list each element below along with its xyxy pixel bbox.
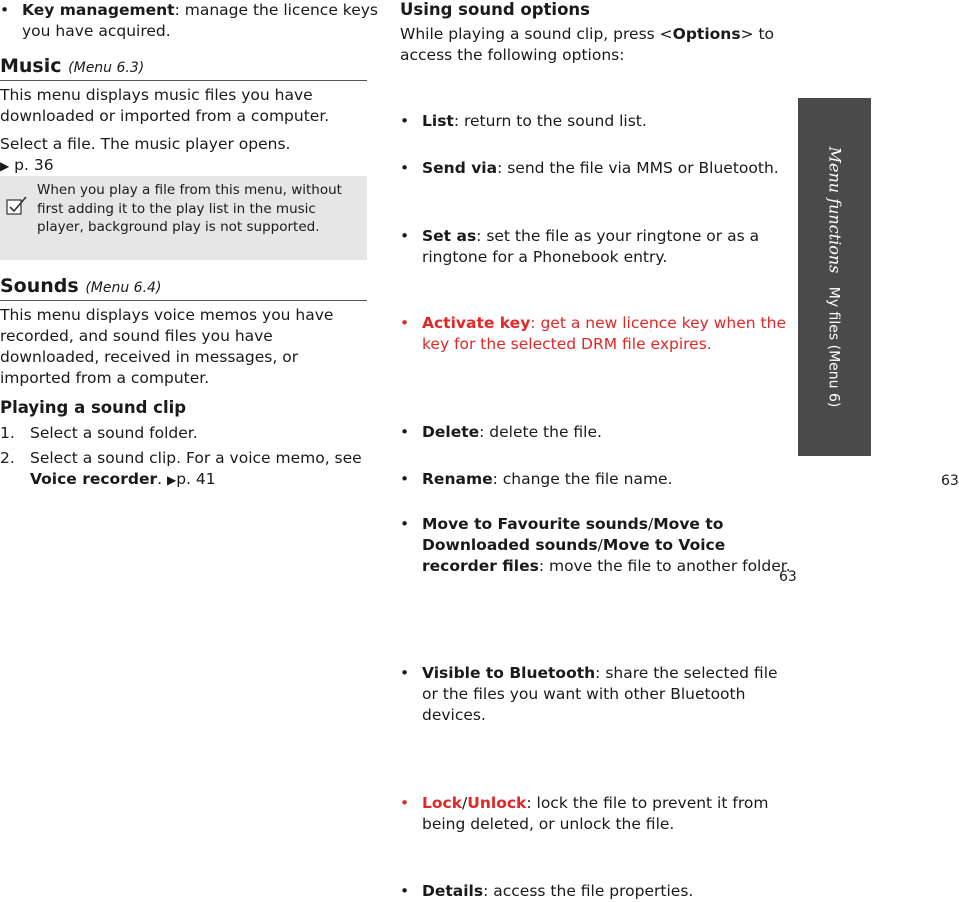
sounds-heading: Sounds (Menu 6.4): [0, 275, 162, 297]
option-activate-key: • Activate key: get a new licence key when the key for the selected DRM file expires.: [400, 314, 786, 353]
option-rename: • Rename: change the file name.: [400, 470, 673, 488]
sounds-divider: [0, 300, 367, 301]
step-2: 2. Select a sound clip. For a voice memo, see Voice recorder. ▶p. 41: [0, 449, 362, 488]
option-set-as: • Set as: set the file as your ringtone or as a ringtone for a Phonebook entry.: [400, 227, 760, 266]
sound-options-intro: While playing a sound clip, press <Options> to access the following options:: [400, 25, 775, 64]
key-management-desc: : manage the licence keys you have acquired.: [22, 1, 379, 40]
note-check-icon: [6, 196, 28, 216]
sounds-description: This menu displays voice memos you have recorded, and sound files you have downloaded, received in messages, or imported from a computer.: [0, 306, 334, 387]
chapter-sidebar: [798, 98, 871, 456]
option-list: • List: return to the sound list.: [400, 112, 647, 130]
music-page-ref: p. 36: [14, 156, 54, 174]
option-details: • Details: access the file properties.: [400, 882, 694, 900]
page-number-side: 63: [941, 473, 959, 489]
music-menu-number: (Menu 6.3): [68, 60, 145, 76]
music-divider: [0, 80, 367, 81]
music-heading: Music (Menu 6.3): [0, 55, 145, 77]
key-management-item: • Key management: manage the licence keys you have acquired.: [0, 1, 379, 40]
step-1: 1. Select a sound folder.: [0, 424, 198, 442]
key-management-term: Key management: [22, 1, 175, 19]
sidebar-subtitle: My files (Menu 6): [825, 286, 841, 408]
music-instruction: Select a file. The music player opens. ▶ p. 36: [0, 135, 291, 174]
note-text: When you play a file from this menu, without first adding it to the play list in the music player, background play is not supported.: [37, 182, 342, 235]
playing-heading: Playing a sound clip: [0, 398, 187, 417]
option-move-to: • Move to Favourite sounds/Move to Downloaded sounds/Move to Voice recorder files: move the file to another folder.: [400, 515, 791, 575]
step-2-page-ref: p. 41: [176, 470, 216, 488]
option-lock-unlock: • Lock/Unlock: lock the file to prevent it from being deleted, or unlock the file.: [400, 794, 769, 833]
page-number-bottom: 63: [779, 569, 797, 585]
option-send-via: • Send via: send the file via MMS or Bluetooth.: [400, 159, 779, 177]
sound-options-heading: Using sound options: [400, 0, 590, 19]
music-description: This menu displays music files you have downloaded or imported from a computer.: [0, 86, 330, 125]
option-visible-bluetooth: • Visible to Bluetooth: share the selected file or the files you want with other Bluetooth devices.: [400, 664, 778, 724]
option-delete: • Delete: delete the file.: [400, 423, 602, 441]
sounds-menu-number: (Menu 6.4): [85, 280, 162, 296]
page-ref-arrow-icon: ▶: [166, 473, 177, 487]
note-box: [0, 176, 367, 260]
page-ref-arrow-icon: ▶: [0, 159, 10, 173]
sidebar-title: Menu functions: [825, 146, 844, 274]
sidebar-label: [825, 147, 844, 408]
